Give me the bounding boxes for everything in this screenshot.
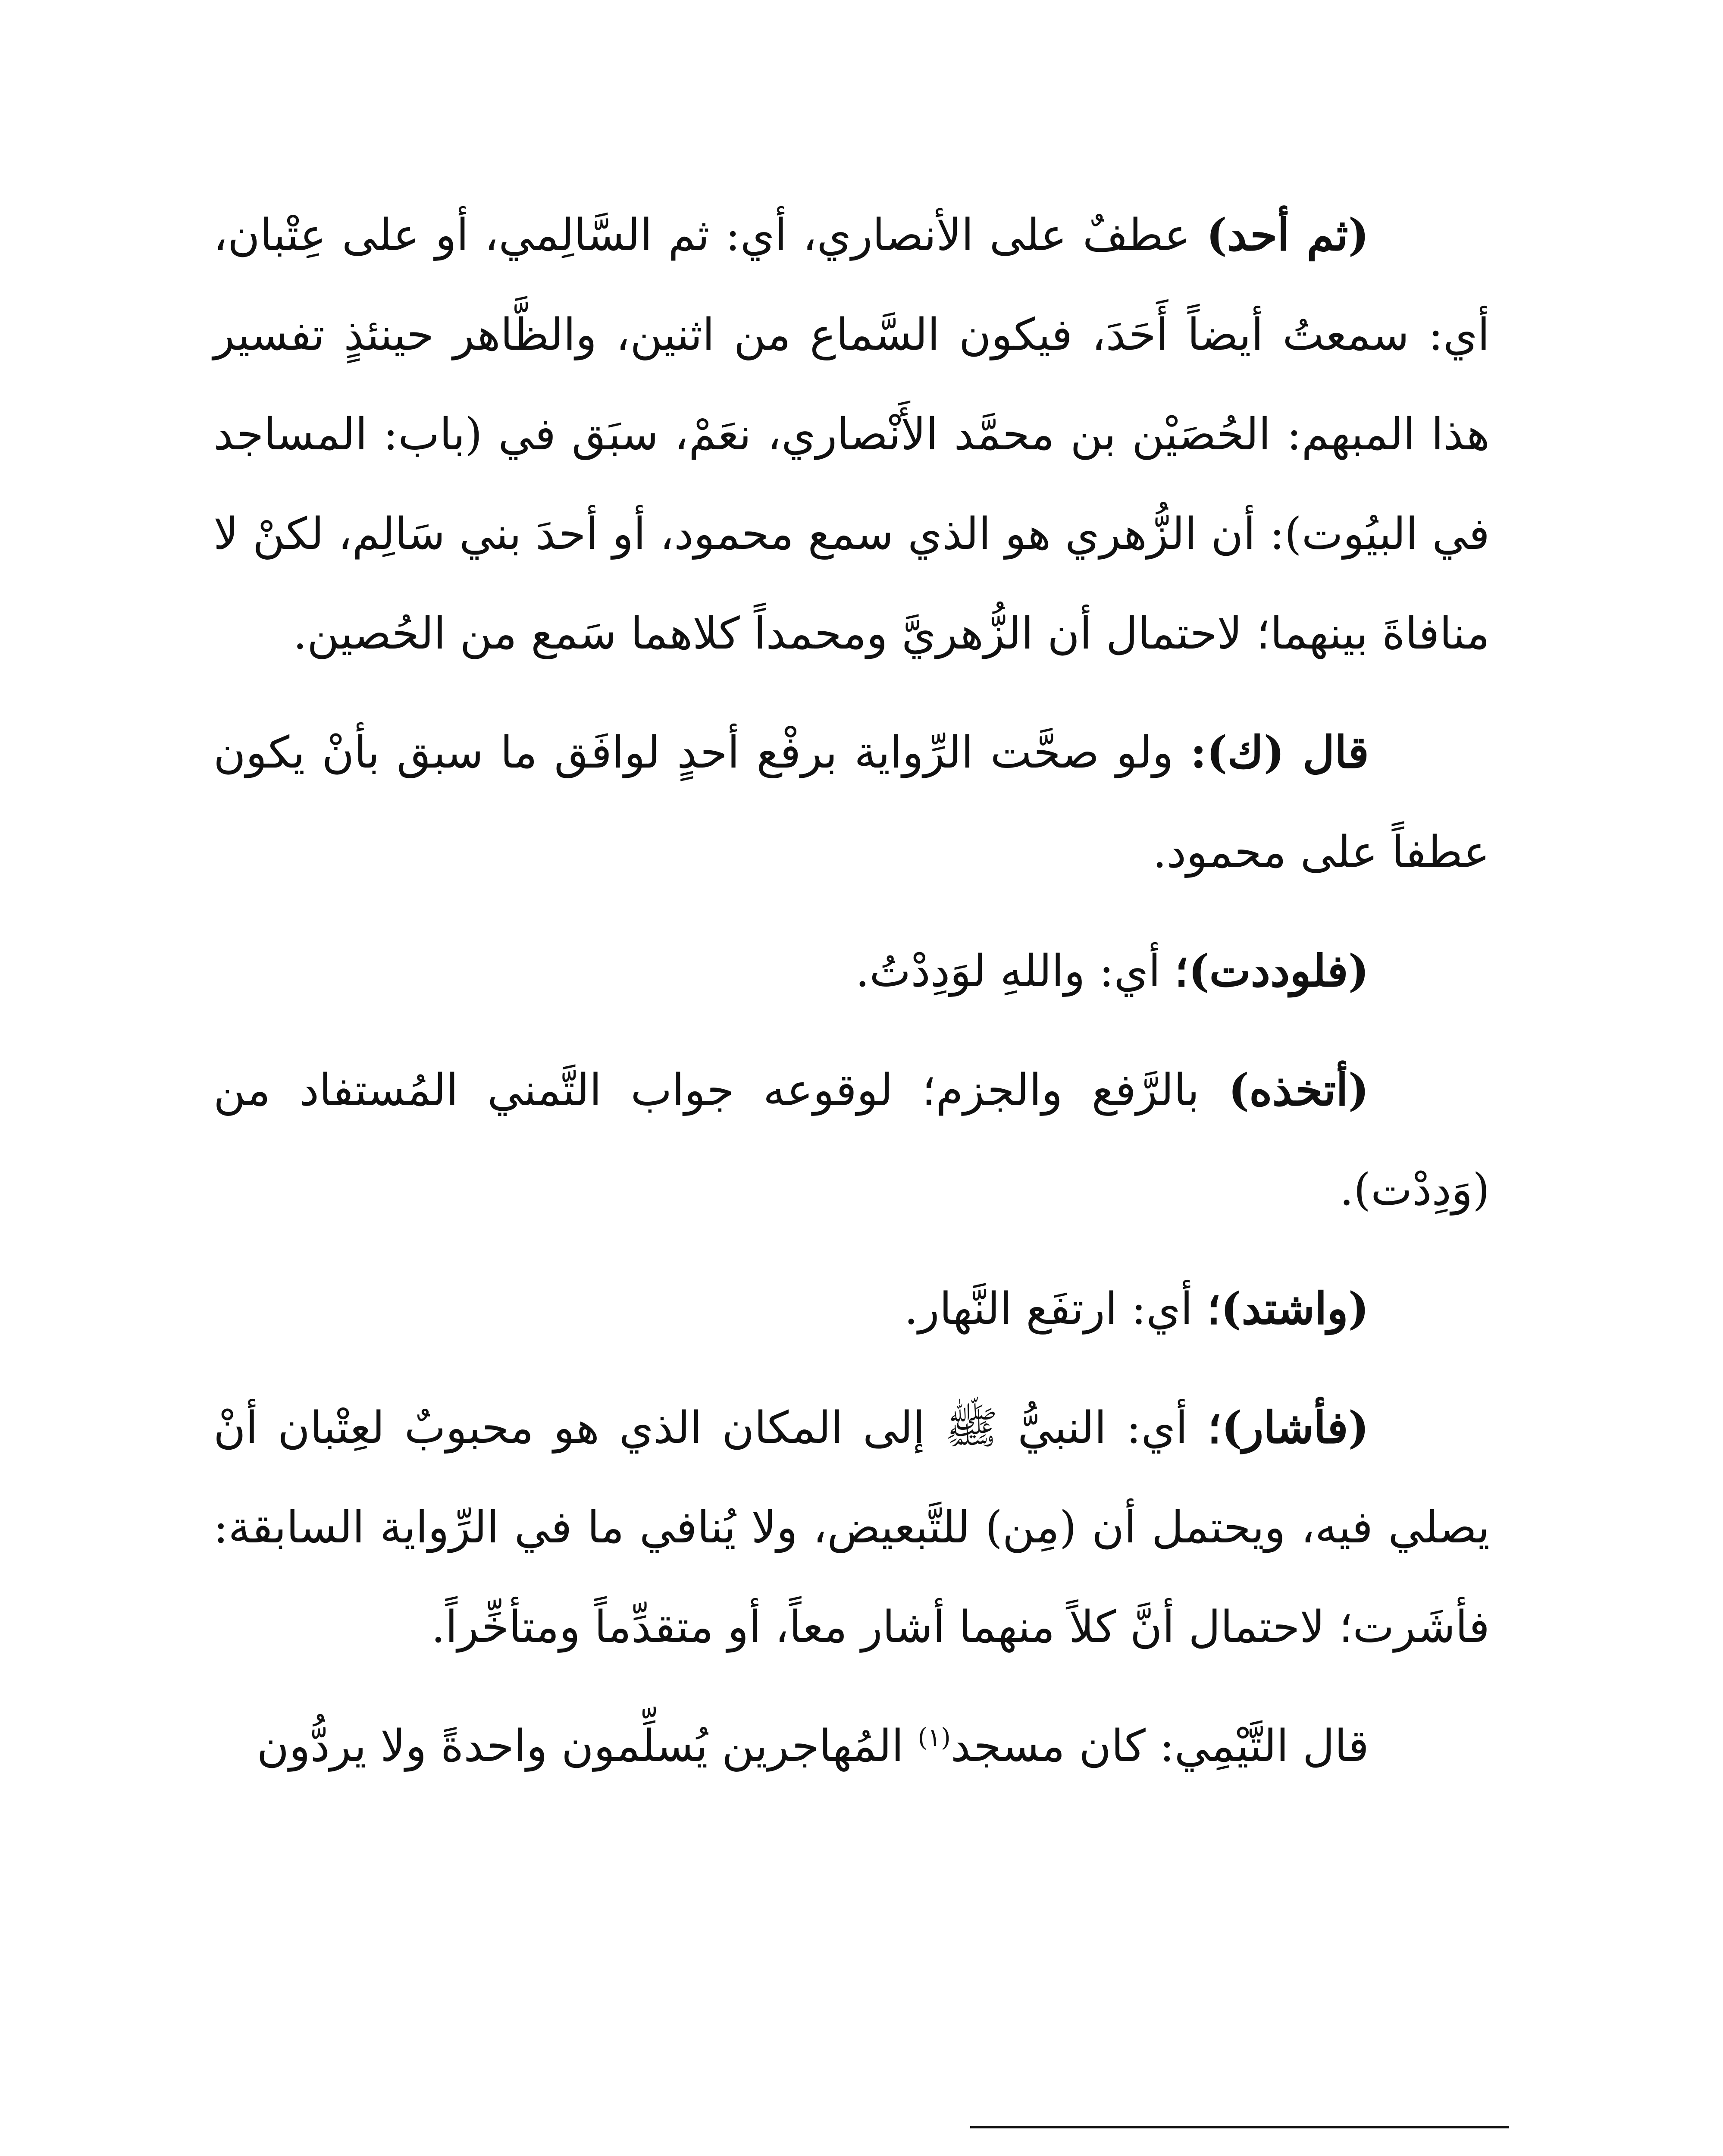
footnote-separator: [970, 2126, 1509, 2128]
paragraph-7-text-before-reference: قال التَّيْمِي: كان مسجد: [950, 1720, 1369, 1772]
paragraph-3: [213, 921, 1490, 1021]
paragraph-2-lead: قال (ك):: [1190, 727, 1369, 778]
paragraph-6: [213, 1378, 1490, 1677]
paragraph-7: [213, 1696, 1490, 1796]
paragraph-2-text: ولو صحَّت الرِّواية برفْع أحدٍ لوافَق ما سبق بأنْ يكون عطفاً على محمود.: [213, 727, 1490, 878]
paragraph-6-lead: (فأشار)؛: [1207, 1402, 1369, 1454]
paragraph-1-lead: (ثم أحد): [1206, 209, 1369, 261]
paragraph-4: [213, 1040, 1490, 1240]
paragraph-3-text: أي: واللهِ لوَدِدْتُ.: [855, 946, 1175, 997]
paragraph-5: [213, 1259, 1490, 1359]
paragraph-4-lead: (أتخذه): [1228, 1064, 1369, 1116]
paragraph-6-text: أي: النبيُّ ﷺ إلى المكان الذي هو محبوبٌ لعِتْبان أنْ يصلي فيه، ويحتمل أن (مِن) للتَّبعيض، ولا يُنافي ما في الرِّواية السابقة: فأشَرت؛ لاحتمال أنَّ كلاً منهما أشار معاً، أو متقدِّماً ومتأخِّراً.: [213, 1402, 1490, 1653]
paragraph-1-text: عطفٌ على الأنصاري، أي: ثم السَّالِمي، أو على عِتْبان، أي: سمعتُ أيضاً أَحَدَ، فيكون السَّماع من اثنين، والظَّاهر حينئذٍ تفسير هذا المبهم: الحُصَيْن بن محمَّد الأَنْصاري، نعَمْ، سبَق في (باب: المساجد في البيُوت): أن الزُّهري هو الذي سمع محمود، أو أحدَ بني سَالِم، لكنْ لا منافاةَ بينهما؛ لاحتمال أن الزُّهريَّ ومحمداً كلاهما سَمع من الحُصين.: [213, 210, 1490, 659]
paragraph-4-text: بالرَّفع والجزم؛ لوقوعه جواب التَّمني المُستفاد من (وَدِدْت).: [213, 1065, 1490, 1216]
paragraph-7-text-after-reference: المُهاجرين يُسلِّمون واحدةً ولا يردُّون: [257, 1720, 918, 1772]
footnote-reference: (١): [918, 1723, 951, 1752]
page-body: [213, 185, 1490, 1815]
paragraph-5-text: أي: ارتفَع النَّهار.: [904, 1283, 1207, 1335]
paragraph-2: [213, 703, 1490, 902]
paragraph-5-lead: (واشتد)؛: [1206, 1283, 1369, 1335]
paragraph-1: [213, 185, 1490, 683]
paragraph-3-lead: (فلوددت)؛: [1174, 945, 1369, 997]
